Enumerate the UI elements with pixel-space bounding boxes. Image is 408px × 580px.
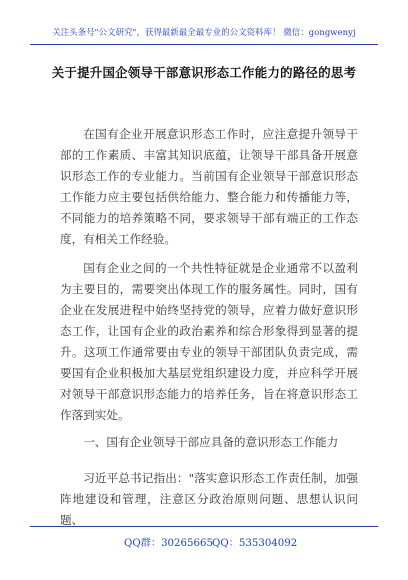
body-paragraph: 在国有企业开展意识形态工作时，应注意提升领导干部的工作素质、丰富其知识底蕴，让领导干部具备开展意识形态工作的专业能力。当前国有企业领导干部意识形态工作能力应主要包括供给能力、整合能力和传播能力等，不同能力的培养策略不同，要求领导干部有端正的工作态度，有相关工作经验。 [60, 127, 358, 246]
body-paragraph: 国有企业之间的一个共性特征就是企业通常不以盈利为主要目的，需要突出体现工作的服务属性。同时，国有企业在发展进程中始终坚持党的领导，应着力做好意识形态工作，让国有企业的政治素养和综合形象得到显著的提升。这项工作通常要由专业的领导干部团队负责完成，需要国有企业积极加大基层党组织建设力度，并应科学开展对领导干部意识形态能力的培养任务，旨在将意识形态工作落到实处。 [60, 261, 358, 422]
document-title: 关于提升国企领导干部意识形态工作能力的路径的思考 [51, 65, 357, 80]
section-heading: 一、国有企业领导干部应具备的意识形态工作能力 [83, 435, 339, 449]
footer-qq-contact: QQ：535304092 [212, 538, 298, 549]
header-divider [30, 44, 378, 45]
header-promo-text: 关注头条号"公文研究"，获得最新最全最专业的公文资料库！ 微信：gongwenyj [52, 27, 356, 37]
footer-qq-group: QQ群：30265665 [124, 538, 213, 549]
page-header [0, 0, 408, 62]
page-footer [0, 526, 408, 580]
body-paragraph-partial: 习近平总书记指出："落实意识形态工作责任制，加强阵地建设和管理，注意区分政治原则问题、思想认识问题、 [60, 471, 358, 527]
footer-divider [30, 526, 378, 527]
